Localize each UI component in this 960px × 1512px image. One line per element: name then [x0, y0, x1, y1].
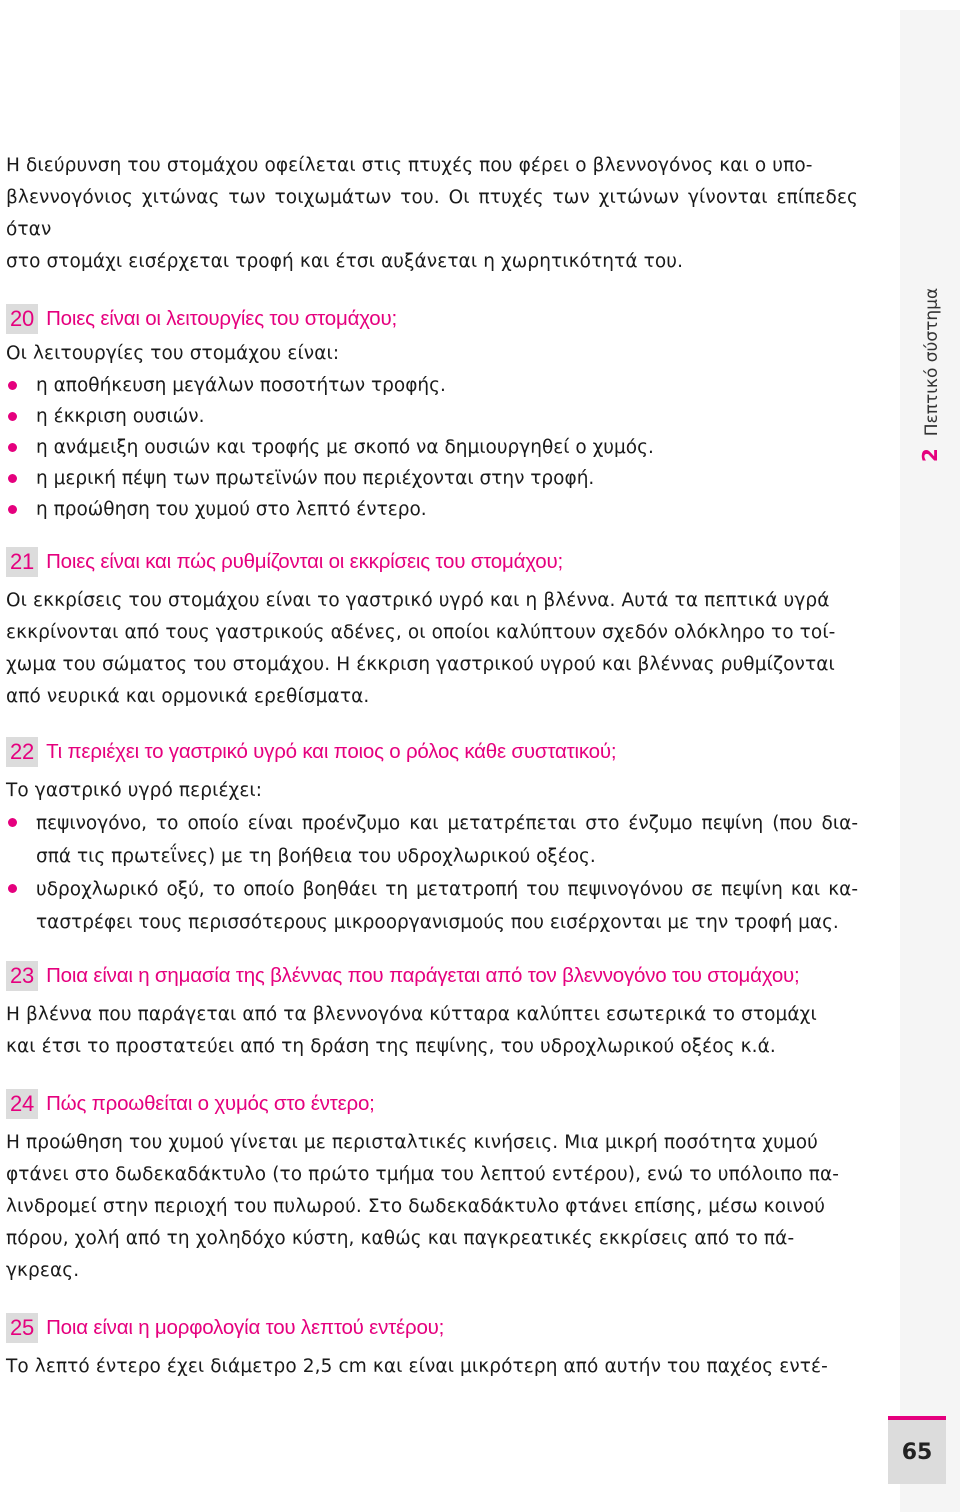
question-title: Τι περιέχει το γαστρικό υγρό και ποιος ο ρόλος κάθε συστατικού; [46, 740, 617, 763]
section-21 [6, 547, 858, 713]
section-22 [6, 737, 858, 939]
question-number: 23 [6, 961, 38, 991]
section-paragraph: Η βλέννα που παράγεται από τα βλεννογόνα κύτταρα καλύπτει εσωτερικά το στομάχι και έτσι το προστατεύει από τη δράση της πεψίνης, του υδροχλωρικού οξέος κ.ά. [6, 1004, 817, 1057]
intro-paragraph: Η διεύρυνση του στομάχου οφείλεται στις πτυχές που φέρει ο βλεννογόνος και ο υπο- βλεννογόνιος χιτώνας των τοιχωμάτων του. Οι πτυχές των χιτώνων γίνονται επίπεδες όταν στο στομάχι εισέρχεται τροφή και έτσι αυξάνεται η χωρητικότητά του. [6, 155, 858, 272]
question-heading [6, 547, 858, 577]
question-title: Ποιες είναι οι λειτουργίες του στομάχου; [46, 307, 397, 330]
question-title: Ποια είναι η σημασία της βλέννας που παράγεται από τον βλεννογόνο του στομάχου; [46, 964, 800, 987]
question-title: Πώς προωθείται ο χυμός στο έντερο; [46, 1092, 375, 1115]
page-number: 65 [888, 1416, 946, 1484]
question-title: Ποια είναι η μορφολογία του λεπτού εντέρου; [46, 1316, 445, 1339]
page-content [6, 150, 858, 1383]
section-25 [6, 1313, 858, 1383]
bullet-icon [8, 474, 17, 483]
bullet-icon [8, 443, 17, 452]
question-number: 20 [6, 304, 38, 334]
bullet-icon [8, 412, 17, 421]
section-paragraph: Οι εκκρίσεις του στομάχου είναι το γαστρικό υγρό και η βλέννα. Αυτά τα πεπτικά υγρά εκκρίνονται από τους γαστρικούς αδένες, οι οποίοι καλύπτουν σχεδόν ολόκληρο το τοί- χωμα του σώματος του στομάχου. Η έκκριση γαστρικού υγρού και βλέννας ρυθμίζονται από νευρικά και ορμονικά ερεθίσματα. [6, 590, 836, 707]
question-number: 25 [6, 1313, 38, 1343]
side-tab [900, 10, 960, 1512]
bullet-list [6, 807, 858, 939]
bullet-icon [8, 381, 17, 390]
question-number: 22 [6, 737, 38, 767]
section-intro: Οι λειτουργίες του στομάχου είναι: [6, 343, 340, 364]
section-23 [6, 961, 858, 1063]
question-heading [6, 961, 858, 991]
chapter-number: 2 [918, 448, 942, 463]
bullet-icon [8, 505, 17, 514]
question-heading [6, 737, 858, 767]
question-number: 21 [6, 547, 38, 577]
question-heading [6, 1313, 858, 1343]
question-heading [6, 304, 858, 334]
section-intro: Το γαστρικό υγρό περιέχει: [6, 780, 263, 801]
section-paragraph: Το λεπτό έντερο έχει διάμετρο 2,5 cm και είναι μικρότερη από αυτήν του παχέος εντέ- [6, 1356, 828, 1377]
list-item: η ανάμειξη ουσιών και τροφής με σκοπό να δημιουργηθεί ο χυμός. [6, 432, 858, 463]
list-item: η μερική πέψη των πρωτεϊνών που περιέχονται στην τροφή. [6, 463, 858, 494]
list-item: η προώθηση του χυμού στο λεπτό έντερο. [6, 494, 858, 525]
list-item: υδροχλωρικό οξύ, το οποίο βοηθάει τη μετατροπή του πεψινογόνου σε πεψίνη και κα-ταστρέφει τους περισσότερους μικροοργανισμούς που εισέρχονται με την τροφή μας. [6, 873, 858, 939]
list-item: πεψινογόνο, το οποίο είναι προένζυμο και μετατρέπεται στο ένζυμο πεψίνη (που δια-σπά τις πρωτεΐνες) με τη βοήθεια του υδροχλωρικού οξέος. [6, 807, 858, 873]
bullet-icon [8, 818, 17, 827]
chapter-tab-label [912, 260, 948, 490]
chapter-title: Πεπτικό σύστημα [922, 287, 942, 437]
list-item: η έκκριση ουσιών. [6, 401, 858, 432]
question-number: 24 [6, 1089, 38, 1119]
bullet-icon [8, 884, 17, 893]
section-24 [6, 1089, 858, 1287]
list-item: η αποθήκευση μεγάλων ποσοτήτων τροφής. [6, 370, 858, 401]
question-heading [6, 1089, 858, 1119]
section-20 [6, 304, 858, 525]
question-title: Ποιες είναι και πώς ρυθμίζονται οι εκκρίσεις του στομάχου; [46, 550, 563, 573]
section-paragraph: Η προώθηση του χυμού γίνεται με περισταλτικές κινήσεις. Μια μικρή ποσότητα χυμού φτάνει στο δωδεκαδάκτυλο (το πρώτο τμήμα του λεπτού εντέρου), ενώ το υπόλοιπο πα- λινδρομεί στην περιοχή του πυλωρού. Στο δωδεκαδάκτυλο φτάνει επίσης, μέσω κοινού πόρου, χολή από τη χοληδόχο κύστη, καθώς και παγκρεατικές εκκρίσεις από το πά- γκρεας. [6, 1132, 840, 1281]
bullet-list [6, 370, 858, 525]
